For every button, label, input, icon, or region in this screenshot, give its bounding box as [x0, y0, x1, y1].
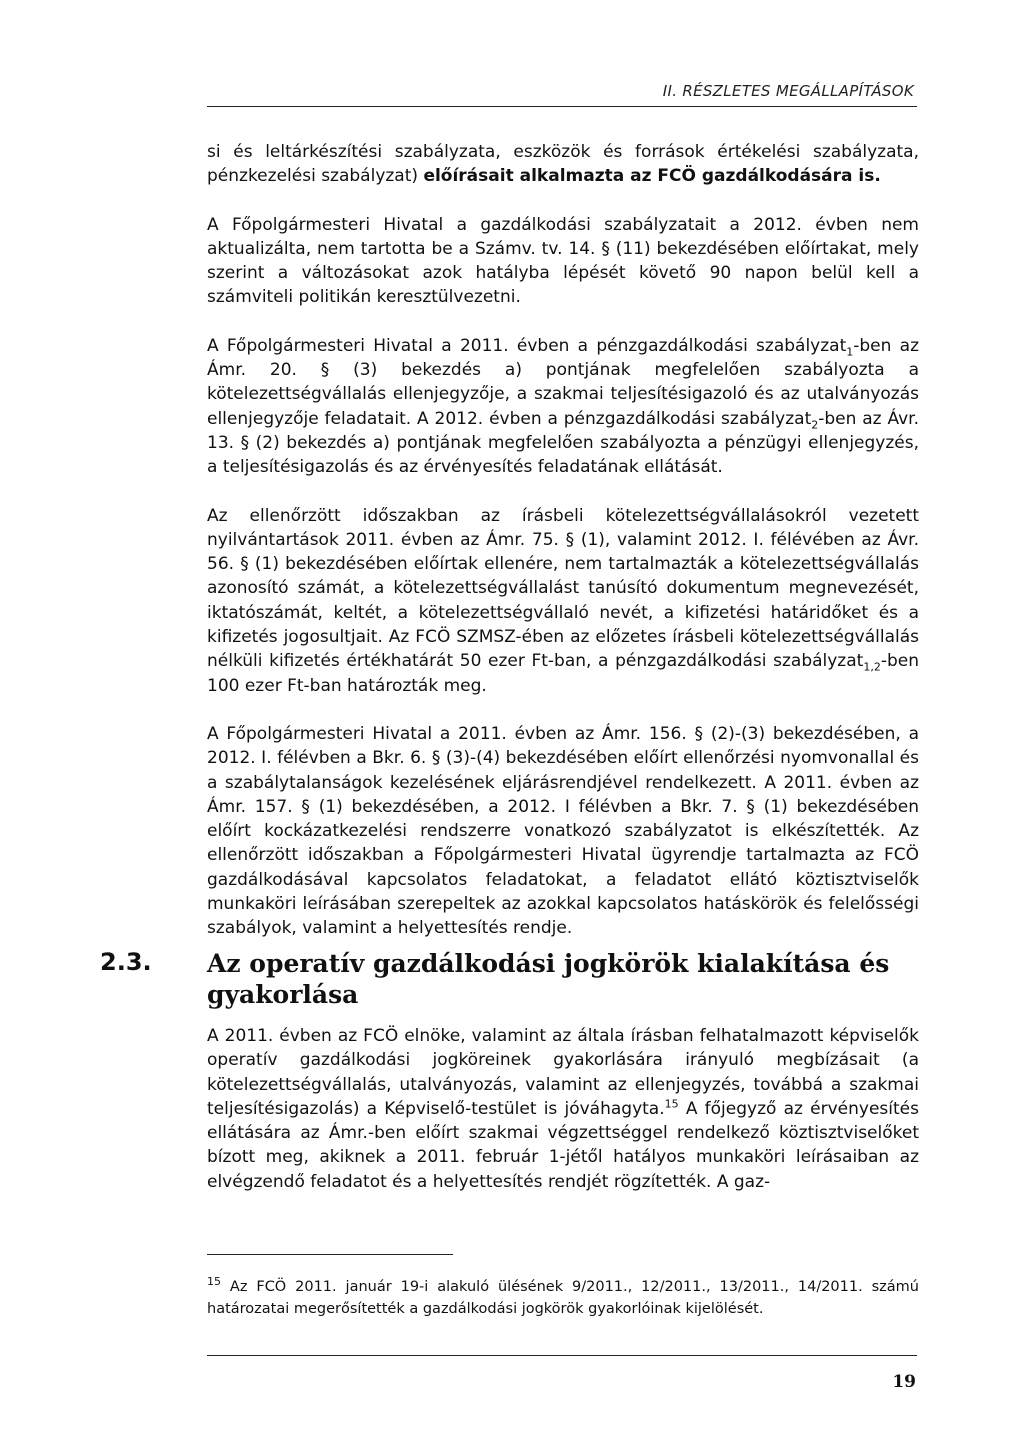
footer-rule	[207, 1355, 917, 1356]
paragraph-5: A Főpolgármesteri Hivatal a 2011. évben az Ámr. 156. § (2)-(3) bekezdésében, a 2012. I. félévben a Bkr. 6. § (3)-(4) bekezdésében előírt ellenőrzési nyomvonallal és a szabálytalanságok kezelésének eljárásrendjével rendelkezett. A 2011. évben az Ámr. 157. § (1) bekezdésében, a 2012. I félévben a Bkr. 7. § (1) bekezdésében előírt kockázatkezelési rendszerre vonatkozó szabályzatot is elkészítették. Az ellenőrzött időszakban a Főpolgármesteri Hivatal ügyrendje tartalmazta az FCÖ gazdálkodásával kapcsolatos feladatokat, a feladatot ellátó köztisztviselők munkaköri leírásában szerepeltek az azokkal kapcsolatos hatáskörök és felelősségi szabályok, valamint a helyettesítés rendje.	[207, 723, 919, 939]
p3-part-a: A Főpolgármesteri Hivatal a 2011. évben a pénzgazdálkodási szabályzat	[207, 335, 847, 356]
footnote-text: Az FCÖ 2011. január 19-i alakuló ülésének 9/2011., 12/2011., 13/2011., 14/2011. számú határozatai megerősítették a gazdálkodási jogkörök gyakorlóinak kijelölését.	[207, 1279, 919, 1317]
section-title: Az operatív gazdálkodási jogkörök kialakítása és gyakorlása	[207, 949, 890, 1009]
footnote-marker: 15	[207, 1275, 221, 1289]
section-body-a: A 2011. évben az FCÖ elnöke, valamint az általa írásban felhatalmazott képviselők operatív gazdálkodási jogköreinek gyakorlására irányuló megbízásait (a kötelezettségvállalás, utalványozás, valamint az ellenjegyzés, továbbá a szakmai teljesítésigazolás) a Képviselő-testület is jóváhagyta.	[207, 1026, 919, 1119]
p3-subscript-2: 2	[811, 418, 819, 432]
p3-part-c: -ben az Ávr. 13. § (2) bekezdés a) pontjának megfelelően szabályozta a pénzügyi ellenjegyzés, a teljesítésigazolás és az érvényesítés feladatának ellátását.	[207, 408, 919, 478]
p1-end: .	[874, 166, 881, 187]
body-text	[207, 140, 919, 965]
p3-part-b: -ben az Ámr. 20. § (3) bekezdés a) pontjának megfelelően szabályozta a kötelezettségvállalás ellenjegyzője, a szakmai teljesítésigazoló és az utalványozás ellenjegyzője feladatait. A 2012. évben a pénzgazdálkodási szabályzat	[207, 335, 920, 429]
paragraph-4	[207, 504, 919, 698]
p3-subscript-1: 1	[846, 345, 854, 359]
footnote-reference: 15	[664, 1097, 679, 1111]
page-number: 19	[892, 1372, 916, 1392]
section-paragraph	[207, 1024, 919, 1194]
running-header: II. RÉSZLETES MEGÁLLAPÍTÁSOK	[662, 82, 914, 100]
header-rule	[207, 106, 917, 107]
paragraph-1	[207, 140, 919, 189]
paragraph-2: A Főpolgármesteri Hivatal a gazdálkodási szabályzatait a 2012. évben nem aktualizálta, nem tartotta be a Számv. tv. 14. § (11) bekezdésében előírtakat, mely szerint a változásokat azok hatályba lépését követő 90 napon belül kell a számviteli politikán keresztülvezetni.	[207, 214, 919, 308]
section-body-b: A főjegyző az érvényesítés ellátására az Ámr.-ben előírt szakmai végzettséggel rendelkező köztisztviselőket bízott meg, akiknek a 2011. február 1-jétől hatályos munkaköri leírásaiban az elvégzendő feladatot és a helyettesítés rendjét rögzítették. A gaz-	[207, 1098, 919, 1192]
p1-lead: si és leltárkészítési szabályzata, eszközök és források értékelési szabályzata, pénzkezelési szabályzat)	[207, 142, 919, 187]
p4-subscript: 1,2	[863, 660, 881, 674]
footnote	[207, 1276, 919, 1320]
p4-part-b: -ben 100 ezer Ft-ban határozták meg.	[207, 651, 919, 696]
section-number: 2.3.	[100, 948, 152, 976]
p1-bold-text: előírásait alkalmazta az FCÖ gazdálkodására is	[423, 166, 875, 187]
paragraph-3	[207, 334, 919, 480]
footnote-rule	[207, 1254, 453, 1255]
p4-part-a: Az ellenőrzött időszakban az írásbeli kötelezettségvállalásokról vezetett nyilvántartások 2011. évben az Ámr. 75. § (1), valamint 2012. I. félévében az Ávr. 56. § (1) bekezdésében előírtak ellenére, nem tartalmazták a kötelezettségvállalás azonosító számát, a kötelezettségvállalást tanúsító dokumentum megnevezését, iktatószámát, keltét, a kötelezettségvállaló nevét, a kifizetési határidőket és a kifizetés jogosultjait. Az FCÖ SZMSZ-ében az előzetes írásbeli kötelezettségvállalás nélküli kifizetés értékhatárát 50 ezer Ft-ban, a pénzgazdálkodási szabályzat	[207, 505, 919, 672]
